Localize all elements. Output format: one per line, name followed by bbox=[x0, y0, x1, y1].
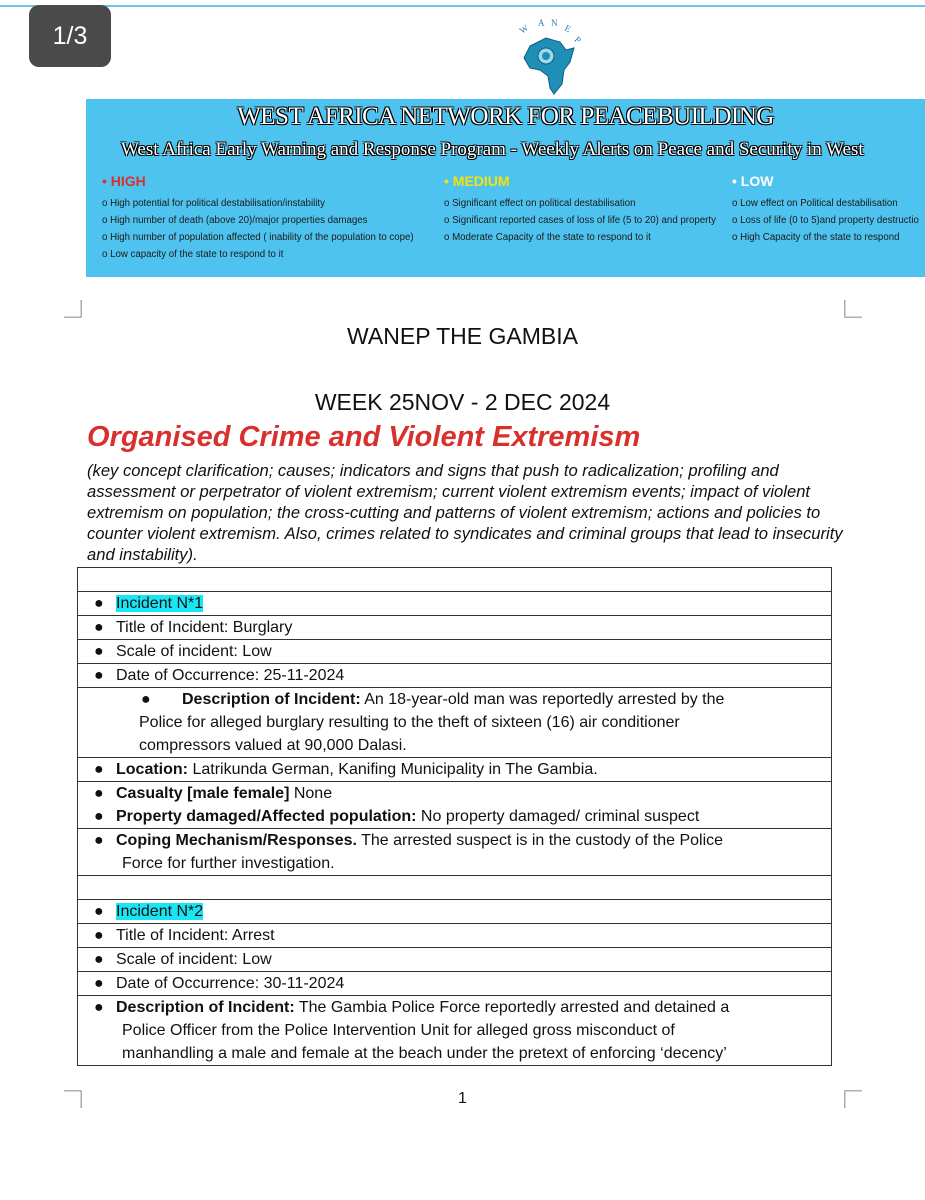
field-value: Low bbox=[237, 951, 272, 968]
field-label: Coping Mechanism/Responses. bbox=[116, 832, 357, 849]
field-value: Burglary bbox=[228, 619, 293, 636]
bullet-icon: ● bbox=[94, 785, 104, 802]
warning-level-banner bbox=[86, 99, 925, 277]
svg-text:E: E bbox=[563, 22, 573, 35]
field-label: Scale of incident: bbox=[116, 643, 238, 660]
field-label: Date of Occurrence: bbox=[116, 667, 260, 684]
field-value: manhandling a male and female at the beach under the pretext of enforcing ‘decency’ bbox=[122, 1045, 727, 1062]
top-border bbox=[0, 5, 925, 7]
svg-text:P: P bbox=[572, 34, 584, 45]
bullet-icon: ● bbox=[94, 927, 104, 944]
table-row-scale bbox=[78, 640, 831, 664]
field-label: Scale of incident: bbox=[116, 951, 238, 968]
level-high-item: o High potential for political destabilisation/instability bbox=[102, 198, 325, 209]
level-low bbox=[732, 173, 919, 246]
wanep-logo-icon bbox=[508, 18, 588, 100]
svg-text:A: A bbox=[538, 18, 545, 28]
field-label: Casualty [male female] bbox=[116, 785, 290, 802]
bullet-icon: ● bbox=[94, 832, 104, 849]
field-value: 30-11-2024 bbox=[259, 975, 345, 992]
bullet-icon: ● bbox=[94, 975, 104, 992]
field-value: Latrikunda German, Kanifing Municipality in The Gambia. bbox=[188, 761, 598, 778]
corner-mark-icon bbox=[842, 300, 864, 318]
level-medium-label: • MEDIUM bbox=[444, 173, 510, 189]
field-value: Low bbox=[237, 643, 272, 660]
field-value: Arrest bbox=[228, 927, 275, 944]
level-high bbox=[102, 173, 414, 263]
table-row-description bbox=[78, 688, 831, 758]
field-value: The arrested suspect is in the custody of the Police bbox=[356, 832, 724, 849]
section-title: Organised Crime and Violent Extremism bbox=[87, 421, 641, 453]
field-value: 25-11-2024 bbox=[259, 667, 345, 684]
bullet-icon: ● bbox=[94, 619, 104, 636]
level-low-item: o Low effect on Political destabilisation bbox=[732, 198, 898, 209]
table-row-casualty-property bbox=[78, 782, 831, 829]
level-high-item: o High number of death (above 20)/major properties damages bbox=[102, 215, 368, 226]
svg-text:W: W bbox=[517, 22, 531, 36]
table-row-incident-label bbox=[78, 900, 831, 924]
level-medium-item: o Significant effect on political destabilisation bbox=[444, 198, 636, 209]
incident-label: Incident N*2 bbox=[116, 903, 204, 920]
level-high-item: o High number of population affected ( inability of the population to cope) bbox=[102, 232, 414, 243]
table-row-location bbox=[78, 758, 831, 782]
week-heading: WEEK 25NOV - 2 DEC 2024 bbox=[314, 389, 611, 415]
bullet-icon: ● bbox=[94, 999, 104, 1016]
level-low-item: o High Capacity of the state to respond bbox=[732, 232, 900, 243]
level-medium-item: o Moderate Capacity of the state to respond to it bbox=[444, 232, 651, 243]
field-value: The Gambia Police Force reportedly arrested and detained a bbox=[294, 999, 730, 1016]
bullet-icon: ● bbox=[141, 691, 151, 708]
table-row-title bbox=[78, 616, 831, 640]
field-label: Title of Incident: bbox=[116, 619, 229, 636]
field-value: An 18-year-old man was reportedly arrested by the bbox=[360, 691, 725, 708]
table-row-date bbox=[78, 664, 831, 688]
bullet-icon: ● bbox=[94, 808, 104, 825]
bullet-icon: ● bbox=[94, 951, 104, 968]
page-number: 1 bbox=[458, 1090, 467, 1107]
field-value: Force for further investigation. bbox=[122, 855, 335, 872]
bullet-icon: ● bbox=[94, 595, 104, 612]
banner-subtitle: West Africa Early Warning and Response Program - Weekly Alerts on Peace and Security in West bbox=[121, 139, 864, 160]
bullet-icon: ● bbox=[94, 761, 104, 778]
corner-mark-icon bbox=[62, 300, 84, 318]
incident-label: Incident N*1 bbox=[116, 595, 204, 612]
table-row-date bbox=[78, 972, 831, 996]
banner-title: WEST AFRICA NETWORK FOR PEACEBUILDING bbox=[237, 103, 774, 130]
field-label: Description of Incident: bbox=[182, 691, 361, 708]
field-value: No property damaged/ criminal suspect bbox=[416, 808, 700, 825]
field-label: Date of Occurrence: bbox=[116, 975, 260, 992]
incident-table bbox=[77, 567, 832, 1066]
svg-text:N: N bbox=[551, 18, 558, 28]
field-label: Description of Incident: bbox=[116, 999, 295, 1016]
page-counter-badge: 1/3 bbox=[29, 5, 111, 67]
field-value: None bbox=[289, 785, 333, 802]
bullet-icon: ● bbox=[94, 667, 104, 684]
bullet-icon: ● bbox=[94, 903, 104, 920]
level-high-item: o Low capacity of the state to respond to it bbox=[102, 249, 284, 260]
field-value: compressors valued at 90,000 Dalasi. bbox=[139, 737, 407, 754]
level-medium bbox=[444, 173, 716, 246]
table-row-scale bbox=[78, 948, 831, 972]
table-row-blank bbox=[78, 568, 831, 592]
bullet-icon: ● bbox=[94, 643, 104, 660]
level-medium-item: o Significant reported cases of loss of life (5 to 20) and property bbox=[444, 215, 716, 226]
field-label: Title of Incident: bbox=[116, 927, 229, 944]
level-low-label: • LOW bbox=[732, 173, 774, 189]
field-value: Police Officer from the Police Intervention Unit for alleged gross misconduct of bbox=[122, 1022, 675, 1039]
field-label: Location: bbox=[116, 761, 188, 778]
field-label: Property damaged/Affected population: bbox=[116, 808, 417, 825]
field-value: Police for alleged burglary resulting to the theft of sixteen (16) air conditioner bbox=[139, 714, 680, 731]
table-row-coping bbox=[78, 829, 831, 876]
table-row-blank bbox=[78, 876, 831, 900]
level-high-label: • HIGH bbox=[102, 173, 146, 189]
table-row-description bbox=[78, 996, 831, 1065]
level-low-item: o Loss of life (0 to 5)and property destructio bbox=[732, 215, 919, 226]
section-description: (key concept clarification; causes; indicators and signs that push to radicalization; profiling and assessment or perpetrator of violent extremism; current violent extremism events; impact of violent extremism on population; the cross-cutting and patterns of violent extremism; actions and policies to counter violent extremism. Also, crimes related to syndicates and criminal groups that lead to insecurity and instability). bbox=[87, 461, 843, 564]
table-row-incident-label bbox=[78, 592, 831, 616]
table-row-title bbox=[78, 924, 831, 948]
org-heading: WANEP THE GAMBIA bbox=[347, 323, 578, 349]
